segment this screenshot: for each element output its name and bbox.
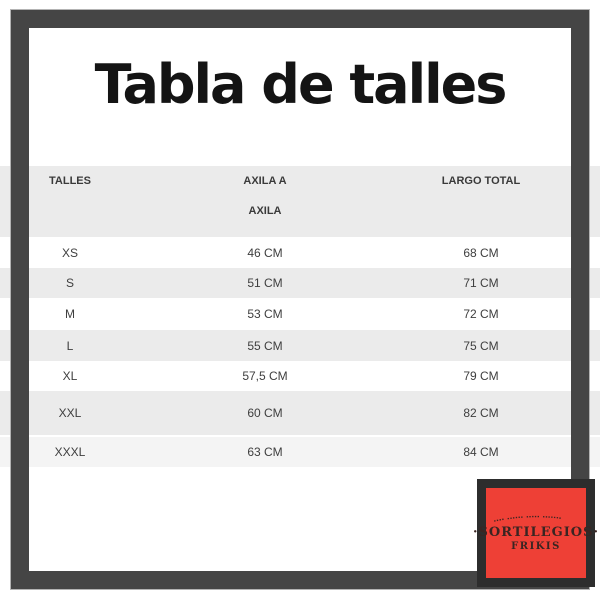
largo-cell: 82 CM bbox=[463, 405, 499, 420]
table-row-s bbox=[0, 268, 600, 298]
size-cell: XXXL bbox=[54, 445, 86, 459]
axila-cell: 53 CM bbox=[247, 307, 283, 321]
axila-cell: 46 CM bbox=[247, 245, 283, 260]
table-row-xxl bbox=[0, 391, 600, 435]
header-cell-talles: TALLES bbox=[49, 175, 91, 187]
size-table bbox=[0, 166, 600, 467]
size-cell: XL bbox=[62, 369, 78, 383]
page-title: Tabla de talles bbox=[94, 53, 506, 116]
logo-brand-subname: FRIKIS bbox=[511, 541, 561, 552]
largo-cell: 71 CM bbox=[463, 276, 499, 290]
axila-cell: 57,5 CM bbox=[242, 369, 288, 383]
table-row-m bbox=[0, 298, 600, 330]
header-cell-largo: LARGO TOTAL bbox=[441, 175, 521, 187]
logo-brand-name: ·SORTILEGIOS· bbox=[472, 525, 600, 540]
size-cell: XXL bbox=[58, 405, 82, 420]
table-row-l bbox=[0, 330, 600, 361]
header-axila-line2: AXILA bbox=[248, 205, 282, 217]
size-cell: L bbox=[66, 338, 74, 353]
axila-cell: 60 CM bbox=[247, 405, 283, 420]
table-header-row bbox=[0, 166, 600, 237]
logo-tagline-arc bbox=[488, 509, 584, 525]
table-row-xxxl bbox=[0, 437, 600, 467]
header-cell-axila bbox=[110, 166, 420, 226]
axila-cell: 51 CM bbox=[247, 276, 283, 290]
largo-cell: 84 CM bbox=[463, 445, 499, 459]
logo-red-panel bbox=[472, 488, 600, 578]
header-axila-line1: AXILA A bbox=[243, 175, 287, 187]
size-cell: XS bbox=[61, 245, 78, 260]
largo-cell: 68 CM bbox=[463, 245, 499, 260]
axila-cell: 55 CM bbox=[247, 338, 283, 353]
size-cell: M bbox=[65, 307, 75, 321]
table-row-xl bbox=[0, 361, 600, 391]
size-cell: S bbox=[65, 276, 74, 290]
largo-cell: 72 CM bbox=[463, 307, 499, 321]
largo-cell: 75 CM bbox=[463, 338, 499, 353]
table-row-xs bbox=[0, 237, 600, 268]
largo-cell: 79 CM bbox=[463, 369, 499, 383]
axila-cell: 63 CM bbox=[247, 445, 283, 459]
svg-text:▪▪▪▪ ▪▪▪▪▪▪ ▪▪▪▪▪ ▪▪▪▪▪▪▪: ▪▪▪▪ ▪▪▪▪▪▪ ▪▪▪▪▪ ▪▪▪▪▪▪▪ bbox=[493, 514, 562, 523]
brand-logo bbox=[472, 479, 600, 587]
